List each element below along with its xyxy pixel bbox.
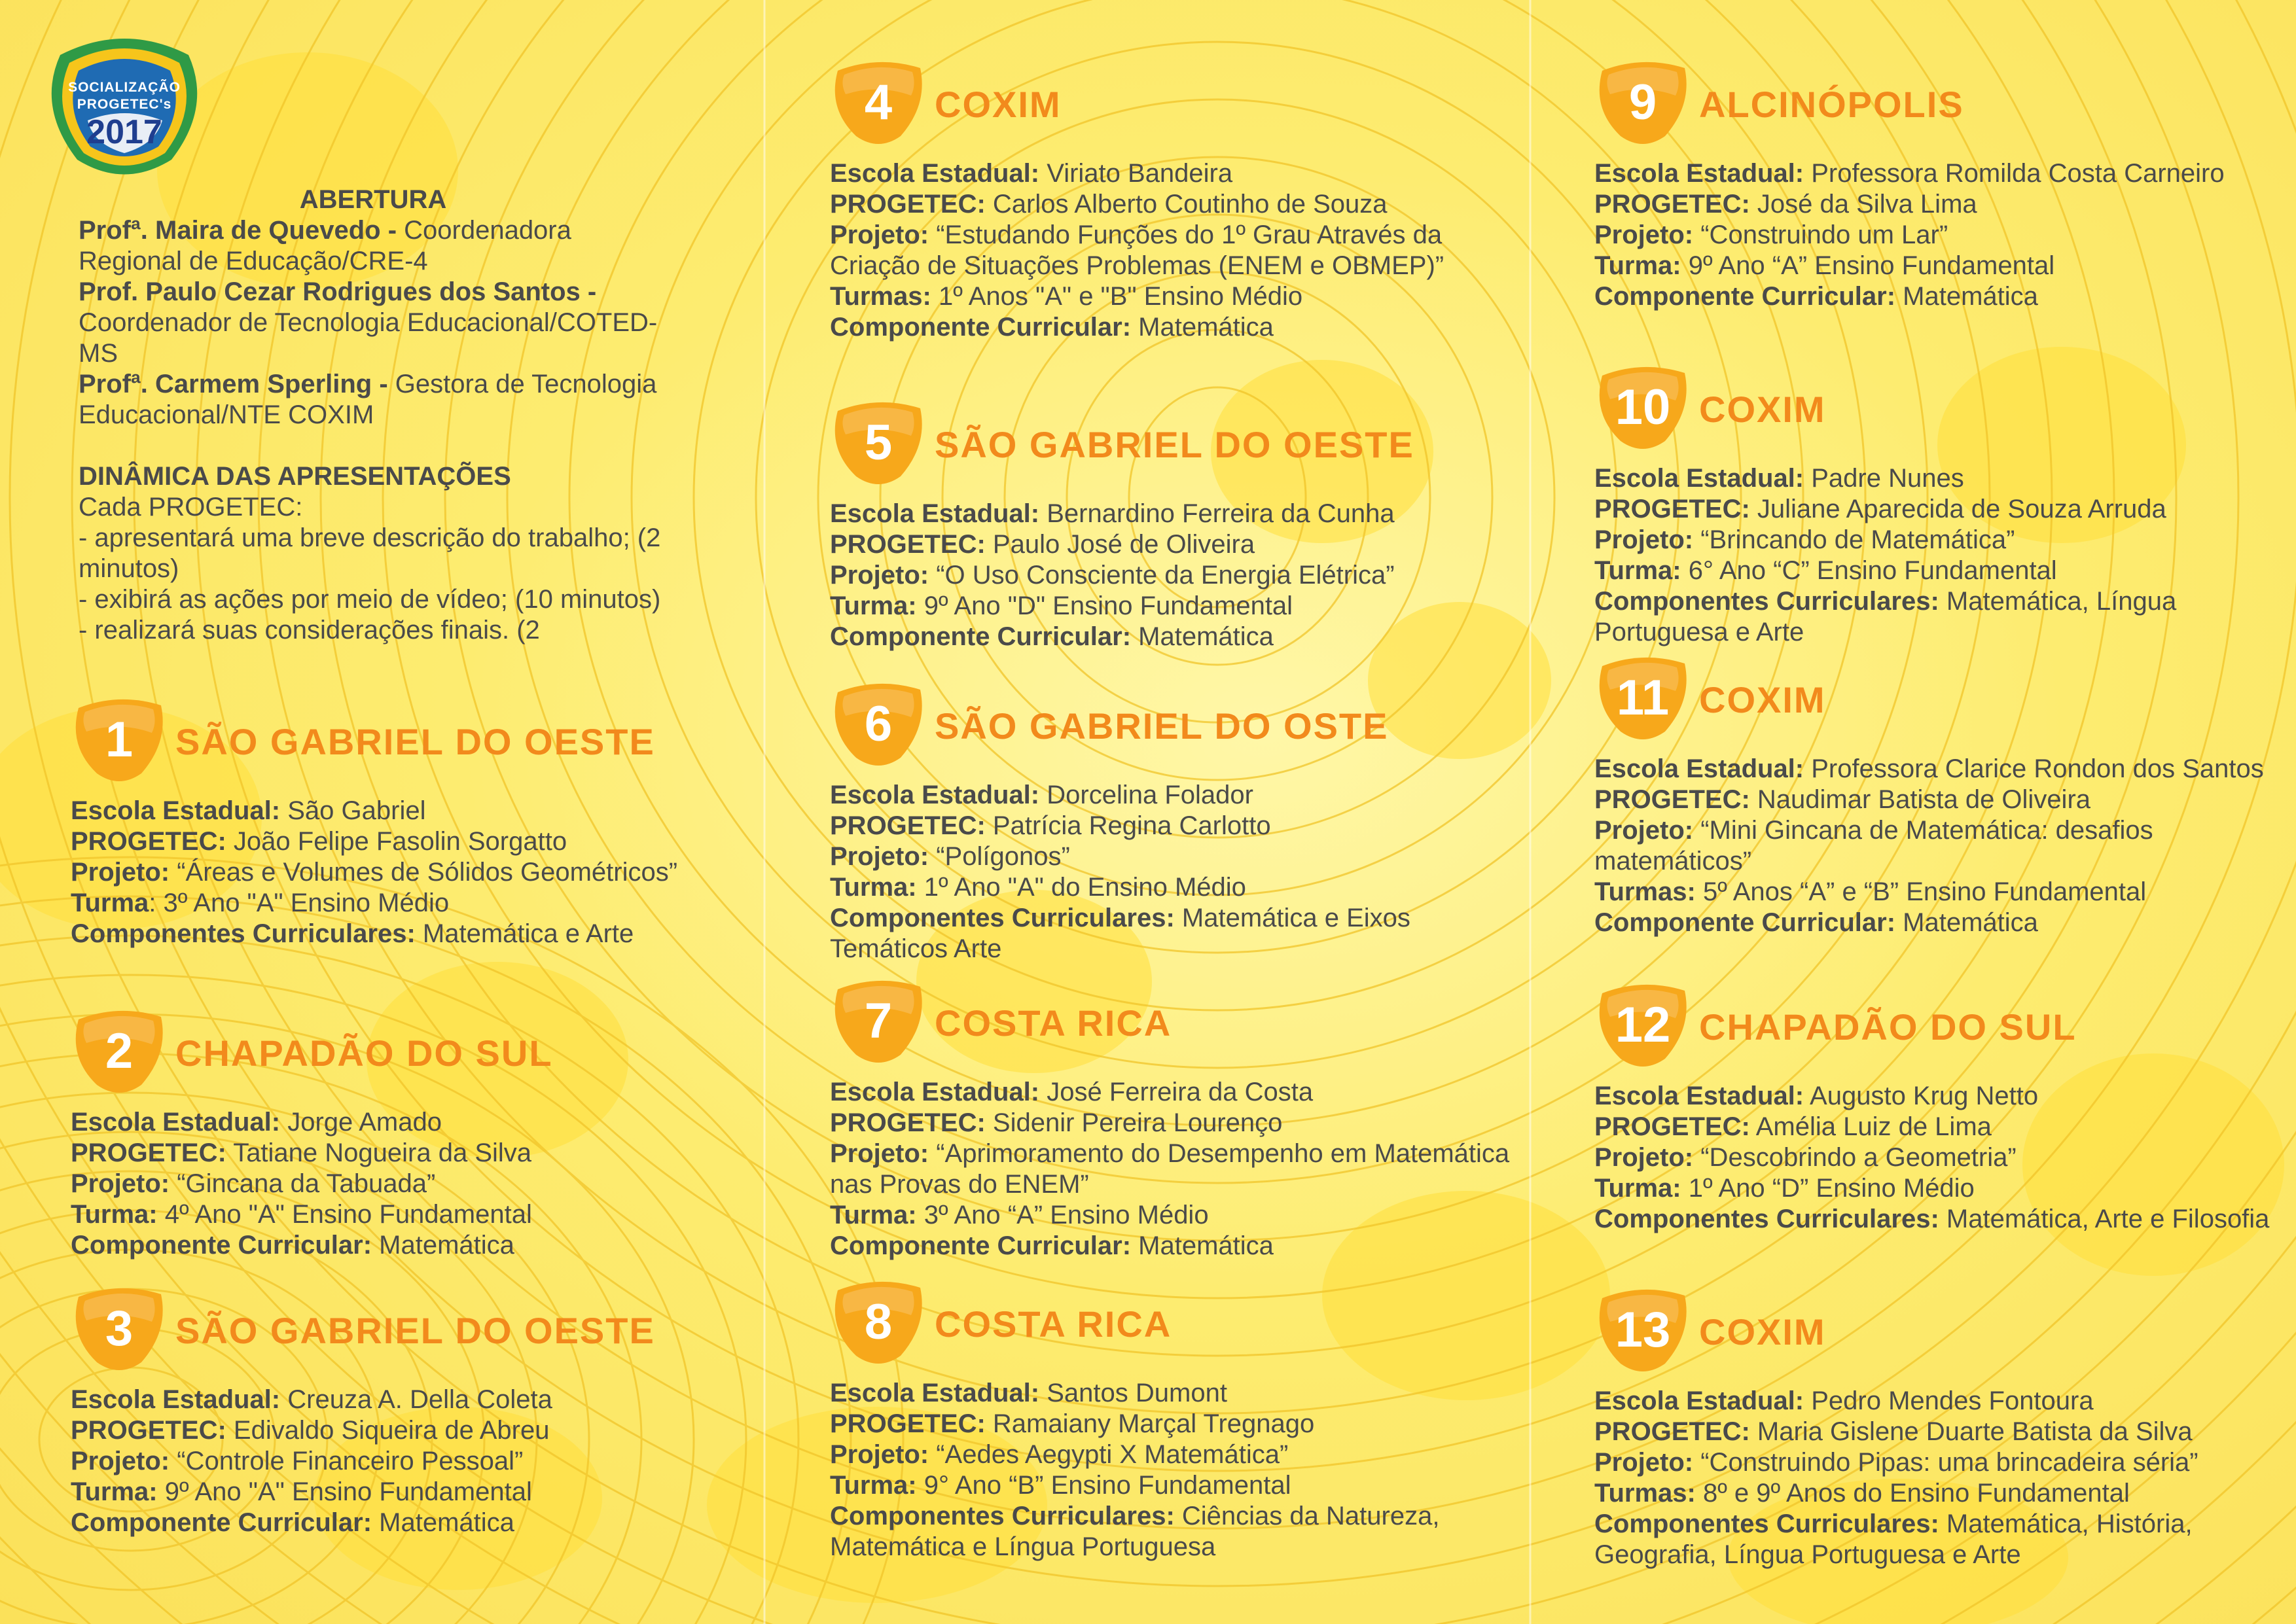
- detail-label: PROGETEC:: [1594, 190, 1750, 219]
- detail-value: Jorge Amado: [280, 1108, 442, 1137]
- section-header: [1594, 364, 2275, 455]
- detail-value: “Brincando de Matemática”: [1693, 525, 2015, 554]
- section-number: 7: [864, 993, 893, 1049]
- detail-row: [830, 1378, 1511, 1409]
- section-city: SÃO GABRIEL DO OESTE: [175, 721, 655, 762]
- detail-value: 9° Ano “B” Ensino Fundamental: [916, 1471, 1291, 1500]
- detail-label: PROGETEC:: [1594, 785, 1750, 814]
- detail-value: Sidenir Pereira Lourenço: [985, 1108, 1283, 1137]
- detail-row: [830, 499, 1511, 529]
- detail-label: Turma:: [1594, 556, 1681, 585]
- detail-label: Projeto:: [71, 858, 170, 887]
- detail-row: [71, 1107, 751, 1138]
- section-details: [830, 1077, 1511, 1262]
- detail-row: [1594, 1142, 2275, 1173]
- person-role: Coordenador de Tecnologia Educacional/COTED-MS: [79, 308, 658, 368]
- detail-value: 1º Anos "A" e "B" Ensino Médio: [931, 282, 1303, 311]
- section-13: [1594, 1286, 2275, 1570]
- section-number: 9: [1628, 75, 1657, 130]
- detail-row: [71, 1477, 751, 1508]
- detail-label: Componente Curricular:: [830, 1231, 1132, 1260]
- section-6: [830, 680, 1511, 964]
- detail-row: [1594, 1417, 2275, 1447]
- detail-row: [830, 1108, 1511, 1139]
- dynamics-line: - exibirá as ações por meio de vídeo; (10 minutos): [79, 585, 661, 614]
- intro-title: ABERTURA: [299, 185, 447, 214]
- detail-label: Escola Estadual:: [71, 1108, 281, 1137]
- section-header: [71, 1008, 751, 1099]
- person-role: Gestora de Tecnologia Educacional/NTE COXIM: [79, 370, 657, 429]
- section-header: [830, 59, 1511, 150]
- detail-value: Maria Gislene Duarte Batista da Silva: [1749, 1417, 2193, 1446]
- section-header: [830, 978, 1511, 1069]
- detail-label: Projeto:: [1594, 1448, 1694, 1477]
- section-details: [1594, 754, 2275, 938]
- detail-value: Dorcelina Folador: [1039, 781, 1253, 809]
- detail-row: [830, 220, 1511, 281]
- section-5: [830, 399, 1511, 652]
- detail-row: [830, 1439, 1511, 1470]
- detail-value: “Descobrindo a Geometria”: [1693, 1143, 2017, 1172]
- detail-label: PROGETEC:: [71, 827, 226, 856]
- detail-value: “Aedes Aegypti X Matemática”: [929, 1440, 1289, 1469]
- dynamics-line: - apresentará uma breve descrição do trabalho; (2 minutos): [79, 523, 661, 583]
- detail-label: Projeto:: [830, 561, 929, 590]
- detail-value: Professora Clarice Rondon dos Santos: [1804, 754, 2264, 783]
- section-details: [1594, 158, 2275, 312]
- section-4: [830, 59, 1511, 343]
- detail-label: PROGETEC:: [71, 1139, 226, 1167]
- detail-value: “Polígonos”: [929, 842, 1070, 871]
- detail-value: 5º Anos “A” e “B” Ensino Fundamental: [1695, 877, 2147, 906]
- detail-value: Matemática: [372, 1508, 514, 1537]
- detail-label: Componentes Curriculares:: [830, 904, 1175, 932]
- detail-label: Escola Estadual:: [1594, 1386, 1804, 1415]
- section-number: 2: [105, 1023, 134, 1079]
- section-details: [71, 796, 751, 949]
- detail-label: Escola Estadual:: [1594, 754, 1804, 783]
- detail-value: João Felipe Fasolin Sorgatto: [226, 827, 567, 856]
- detail-label: Turma:: [1594, 251, 1681, 280]
- detail-row: [830, 158, 1511, 189]
- detail-label: PROGETEC:: [830, 190, 986, 219]
- number-badge-icon: [1594, 59, 1691, 148]
- number-badge-icon: [830, 399, 927, 488]
- detail-row: [830, 811, 1511, 841]
- number-badge-icon: [830, 680, 927, 769]
- detail-label: PROGETEC:: [71, 1416, 226, 1445]
- detail-label: Componente Curricular:: [1594, 282, 1896, 311]
- section-1: [71, 696, 751, 949]
- detail-row: [1594, 754, 2275, 785]
- detail-value: 8º e 9º Anos do Ensino Fundamental: [1695, 1479, 2130, 1508]
- detail-row: [71, 1199, 751, 1230]
- detail-value: Pedro Mendes Fontoura: [1804, 1386, 2094, 1415]
- detail-row: [830, 841, 1511, 872]
- detail-row: [71, 796, 751, 826]
- detail-row: [1594, 158, 2275, 189]
- detail-label: Turma:: [71, 1477, 158, 1506]
- person-name: Profª. Carmem Sperling -: [79, 370, 388, 398]
- detail-label: Componente Curricular:: [830, 622, 1132, 651]
- detail-value: Patrícia Regina Carlotto: [985, 811, 1271, 840]
- detail-value: “O Uso Consciente da Energia Elétrica”: [929, 561, 1395, 590]
- detail-label: Componente Curricular:: [71, 1508, 372, 1537]
- number-badge-icon: [1594, 1286, 1691, 1375]
- detail-value: 9º Ano “A” Ensino Fundamental: [1681, 251, 2055, 280]
- section-details: [830, 158, 1511, 343]
- intro-person-1: [79, 215, 668, 277]
- section-city: SÃO GABRIEL DO OESTE: [935, 424, 1414, 465]
- logo-line-2: PROGETEC's: [77, 97, 172, 112]
- section-number: 6: [864, 696, 893, 752]
- detail-label: Turmas:: [830, 282, 931, 311]
- detail-row: [1594, 1081, 2275, 1112]
- detail-label: Escola Estadual:: [1594, 159, 1804, 188]
- detail-row: [830, 1231, 1511, 1262]
- section-number: 13: [1615, 1302, 1671, 1358]
- number-badge-icon: [71, 1008, 168, 1097]
- detail-value: Matemática, História, Geografia, Língua Portuguesa e Arte: [1594, 1509, 2193, 1569]
- logo-line-1: SOCIALIZAÇÃO: [68, 80, 181, 95]
- detail-label: Componente Curricular:: [1594, 908, 1896, 937]
- section-city: COSTA RICA: [935, 1303, 1172, 1345]
- detail-row: [830, 529, 1511, 560]
- detail-value: Ramaiany Marçal Tregnago: [985, 1409, 1315, 1438]
- section-header: [1594, 59, 2275, 150]
- section-header: [1594, 654, 2275, 746]
- section-header: [71, 696, 751, 788]
- detail-label: Escola Estadual:: [71, 796, 281, 825]
- detail-value: Matemática: [1895, 282, 2038, 311]
- detail-row: [830, 1139, 1511, 1200]
- detail-label: PROGETEC:: [830, 1409, 986, 1438]
- intro-person-3: [79, 369, 668, 431]
- detail-label: Escola Estadual:: [830, 159, 1040, 188]
- dynamics-line: - realizará suas considerações finais. (2: [79, 616, 540, 644]
- detail-label: Projeto:: [71, 1169, 170, 1198]
- detail-label: PROGETEC:: [830, 1108, 986, 1137]
- detail-label: Escola Estadual:: [1594, 464, 1804, 493]
- detail-value: Carlos Alberto Coutinho de Souza: [985, 190, 1388, 219]
- detail-row: [1594, 463, 2275, 494]
- detail-row: [1594, 815, 2275, 877]
- detail-row: [830, 560, 1511, 591]
- logo-year: 2017: [86, 113, 162, 151]
- detail-row: [1594, 1478, 2275, 1509]
- detail-value: Matemática e Arte: [415, 919, 634, 948]
- detail-label: Escola Estadual:: [830, 1078, 1040, 1106]
- detail-label: PROGETEC:: [830, 811, 986, 840]
- section-details: [830, 780, 1511, 964]
- detail-row: [1594, 908, 2275, 938]
- detail-value: “Construindo Pipas: uma brincadeira séria”: [1693, 1448, 2198, 1477]
- detail-label: PROGETEC:: [830, 530, 986, 559]
- detail-label: Turma:: [1594, 1174, 1681, 1203]
- section-number: 5: [864, 415, 893, 470]
- detail-value: “Gincana da Tabuada”: [170, 1169, 436, 1198]
- detail-row: [830, 1409, 1511, 1439]
- detail-label: Projeto:: [1594, 221, 1694, 249]
- intro-person-2: [79, 277, 668, 369]
- detail-row: [1594, 785, 2275, 815]
- section-number: 8: [864, 1294, 893, 1350]
- section-details: [1594, 1386, 2275, 1570]
- detail-value: Matemática, Língua Portuguesa e Arte: [1594, 587, 2177, 646]
- detail-label: Projeto:: [830, 221, 929, 249]
- section-8: [830, 1279, 1511, 1562]
- section-city: SÃO GABRIEL DO OESTE: [175, 1310, 655, 1351]
- detail-value: Padre Nunes: [1804, 464, 1964, 493]
- detail-value: Matemática e Eixos Temáticos Arte: [830, 904, 1410, 963]
- section-city: CHAPADÃO DO SUL: [1699, 1006, 2077, 1048]
- detail-row: [830, 281, 1511, 312]
- detail-value: : 3º Ano "A" Ensino Médio: [149, 889, 450, 917]
- detail-value: “Aprimoramento do Desempenho em Matemática nas Provas do ENEM”: [830, 1139, 1510, 1199]
- detail-value: Creuza A. Della Coleta: [280, 1385, 552, 1414]
- detail-value: “Mini Gincana de Matemática: desafios matemáticos”: [1594, 816, 2153, 875]
- detail-value: Matemática: [1895, 908, 2038, 937]
- detail-row: [1594, 877, 2275, 908]
- detail-label: Escola Estadual:: [71, 1385, 281, 1414]
- number-badge-icon: [830, 1279, 927, 1368]
- section-header: [1594, 1286, 2275, 1378]
- section-header: [830, 399, 1511, 491]
- detail-label: Projeto:: [71, 1447, 170, 1475]
- detail-value: São Gabriel: [280, 796, 426, 825]
- detail-row: [1594, 1386, 2275, 1417]
- detail-row: [1594, 525, 2275, 556]
- detail-label: Componentes Curriculares:: [1594, 1509, 1939, 1538]
- detail-row: [71, 857, 751, 888]
- section-header: [830, 680, 1511, 772]
- detail-value: Ciências da Natureza, Matemática e Língua Portuguesa: [830, 1502, 1440, 1561]
- section-number: 1: [105, 712, 134, 768]
- detail-row: [830, 872, 1511, 903]
- detail-label: Turma:: [71, 1200, 158, 1229]
- detail-label: Turma:: [830, 873, 917, 902]
- detail-value: Amélia Luiz de Lima: [1749, 1112, 1992, 1141]
- detail-label: Componentes Curriculares:: [71, 919, 416, 948]
- section-city: ALCINÓPOLIS: [1699, 84, 1964, 125]
- detail-row: [71, 1446, 751, 1477]
- detail-label: Projeto:: [830, 842, 929, 871]
- section-city: COXIM: [1699, 679, 1826, 720]
- section-number: 10: [1615, 380, 1671, 435]
- detail-label: Projeto:: [830, 1440, 929, 1469]
- section-11: [1594, 654, 2275, 938]
- section-city: COXIM: [1699, 1311, 1826, 1352]
- detail-row: [1594, 586, 2275, 648]
- number-badge-icon: [1594, 981, 1691, 1070]
- detail-row: [830, 622, 1511, 652]
- section-details: [830, 499, 1511, 652]
- detail-row: [830, 189, 1511, 220]
- person-name: Prof. Paulo Cezar Rodrigues dos Santos -: [79, 277, 597, 306]
- progetec-logo: [41, 29, 208, 179]
- detail-row: [71, 1230, 751, 1261]
- detail-value: Matemática, Arte e Filosofia: [1939, 1205, 2270, 1233]
- person-name: Profª. Maira de Quevedo -: [79, 216, 397, 245]
- detail-label: Componentes Curriculares:: [1594, 1205, 1939, 1233]
- section-city: COSTA RICA: [935, 1002, 1172, 1044]
- section-header: [1594, 981, 2275, 1073]
- detail-row: [830, 1501, 1511, 1562]
- detail-row: [1594, 220, 2275, 251]
- section-header: [830, 1279, 1511, 1370]
- detail-value: “Controle Financeiro Pessoal”: [170, 1447, 524, 1475]
- detail-row: [71, 1508, 751, 1538]
- person-role: Coordenadora Regional de Educação/CRE-4: [79, 216, 571, 275]
- section-number: 3: [105, 1301, 134, 1356]
- section-7: [830, 978, 1511, 1262]
- detail-label: Turma:: [830, 1471, 917, 1500]
- section-9: [1594, 59, 2275, 312]
- detail-row: [830, 1470, 1511, 1501]
- detail-value: “Construindo um Lar”: [1693, 221, 1948, 249]
- detail-value: José Ferreira da Costa: [1039, 1078, 1314, 1106]
- detail-row: [71, 919, 751, 949]
- section-city: CHAPADÃO DO SUL: [175, 1033, 553, 1074]
- detail-row: [830, 903, 1511, 964]
- intro-block: [79, 185, 668, 646]
- detail-label: Turmas:: [1594, 877, 1696, 906]
- detail-label: Escola Estadual:: [830, 499, 1040, 528]
- detail-label: Turma:: [830, 591, 917, 620]
- section-details: [71, 1385, 751, 1538]
- section-city: COXIM: [1699, 389, 1826, 430]
- detail-row: [71, 1385, 751, 1415]
- detail-label: Componente Curricular:: [71, 1231, 372, 1260]
- detail-label: PROGETEC:: [1594, 495, 1750, 523]
- detail-row: [830, 591, 1511, 622]
- detail-row: [830, 1077, 1511, 1108]
- detail-label: Turma: [71, 889, 149, 917]
- dynamics-line: Cada PROGETEC:: [79, 493, 303, 521]
- detail-row: [71, 826, 751, 857]
- detail-label: Componentes Curriculares:: [1594, 587, 1939, 616]
- detail-row: [1594, 1204, 2275, 1235]
- detail-value: Viriato Bandeira: [1039, 159, 1233, 188]
- detail-value: Juliane Aparecida de Souza Arruda: [1749, 495, 2166, 523]
- detail-label: Componentes Curriculares:: [830, 1502, 1175, 1530]
- detail-row: [1594, 494, 2275, 525]
- section-3: [71, 1285, 751, 1538]
- detail-row: [1594, 556, 2275, 586]
- section-city: SÃO GABRIEL DO OSTE: [935, 705, 1389, 747]
- section-number: 11: [1616, 670, 1670, 726]
- detail-value: 1º Ano "A" do Ensino Médio: [916, 873, 1246, 902]
- section-2: [71, 1008, 751, 1261]
- detail-value: 4º Ano "A" Ensino Fundamental: [157, 1200, 532, 1229]
- detail-row: [71, 1138, 751, 1169]
- detail-row: [830, 312, 1511, 343]
- number-badge-icon: [71, 696, 168, 785]
- detail-label: PROGETEC:: [1594, 1417, 1750, 1446]
- detail-label: Turmas:: [1594, 1479, 1696, 1508]
- detail-value: 3º Ano “A” Ensino Médio: [916, 1201, 1209, 1229]
- number-badge-icon: [1594, 364, 1691, 453]
- detail-value: Matemática: [1131, 1231, 1274, 1260]
- section-number: 4: [864, 75, 893, 130]
- section-number: 12: [1615, 997, 1671, 1053]
- detail-row: [1594, 1509, 2275, 1570]
- detail-value: “Áreas e Volumes de Sólidos Geométricos”: [170, 858, 678, 887]
- dynamics-title: DINÂMICA DAS APRESENTAÇÕES: [79, 462, 511, 491]
- detail-value: Santos Dumont: [1039, 1379, 1227, 1407]
- detail-row: [1594, 251, 2275, 281]
- detail-label: Projeto:: [1594, 525, 1694, 554]
- section-header: [71, 1285, 751, 1377]
- detail-value: “Estudando Funções do 1º Grau Através da Criação de Situações Problemas (ENEM e OBMEP)”: [830, 221, 1444, 280]
- detail-row: [1594, 1173, 2275, 1204]
- section-12: [1594, 981, 2275, 1235]
- detail-value: Matemática: [1131, 622, 1274, 651]
- section-city: COXIM: [935, 84, 1062, 125]
- detail-row: [1594, 281, 2275, 312]
- detail-label: Turma:: [830, 1201, 917, 1229]
- detail-value: 6° Ano “C” Ensino Fundamental: [1681, 556, 2057, 585]
- detail-label: Projeto:: [1594, 1143, 1694, 1172]
- number-badge-icon: [71, 1285, 168, 1374]
- detail-value: Naudimar Batista de Oliveira: [1749, 785, 2091, 814]
- detail-value: Tatiane Nogueira da Silva: [226, 1139, 532, 1167]
- detail-value: 1º Ano “D” Ensino Médio: [1681, 1174, 1975, 1203]
- detail-value: Matemática: [1131, 313, 1274, 342]
- section-details: [830, 1378, 1511, 1562]
- detail-row: [1594, 1447, 2275, 1478]
- detail-row: [71, 1169, 751, 1199]
- number-badge-icon: [1594, 654, 1691, 743]
- detail-value: Bernardino Ferreira da Cunha: [1039, 499, 1395, 528]
- detail-row: [71, 1415, 751, 1446]
- detail-label: Escola Estadual:: [1594, 1082, 1804, 1110]
- number-badge-icon: [830, 59, 927, 148]
- detail-row: [1594, 189, 2275, 220]
- section-10: [1594, 364, 2275, 648]
- detail-value: 9º Ano "D" Ensino Fundamental: [916, 591, 1293, 620]
- detail-label: Projeto:: [830, 1139, 929, 1168]
- detail-value: Professora Romilda Costa Carneiro: [1804, 159, 2225, 188]
- detail-value: Augusto Krug Netto: [1804, 1082, 2039, 1110]
- detail-row: [1594, 1112, 2275, 1142]
- detail-label: Componente Curricular:: [830, 313, 1132, 342]
- section-details: [1594, 463, 2275, 648]
- detail-value: Edivaldo Siqueira de Abreu: [226, 1416, 550, 1445]
- detail-value: Paulo José de Oliveira: [985, 530, 1255, 559]
- detail-value: Matemática: [372, 1231, 514, 1260]
- number-badge-icon: [830, 978, 927, 1067]
- detail-value: José da Silva Lima: [1749, 190, 1977, 219]
- section-details: [71, 1107, 751, 1261]
- detail-label: Projeto:: [1594, 816, 1694, 845]
- section-details: [1594, 1081, 2275, 1235]
- detail-value: 9º Ano "A" Ensino Fundamental: [157, 1477, 532, 1506]
- detail-row: [830, 1200, 1511, 1231]
- detail-label: PROGETEC:: [1594, 1112, 1750, 1141]
- detail-label: Escola Estadual:: [830, 781, 1040, 809]
- detail-row: [830, 780, 1511, 811]
- detail-label: Escola Estadual:: [830, 1379, 1040, 1407]
- detail-row: [71, 888, 751, 919]
